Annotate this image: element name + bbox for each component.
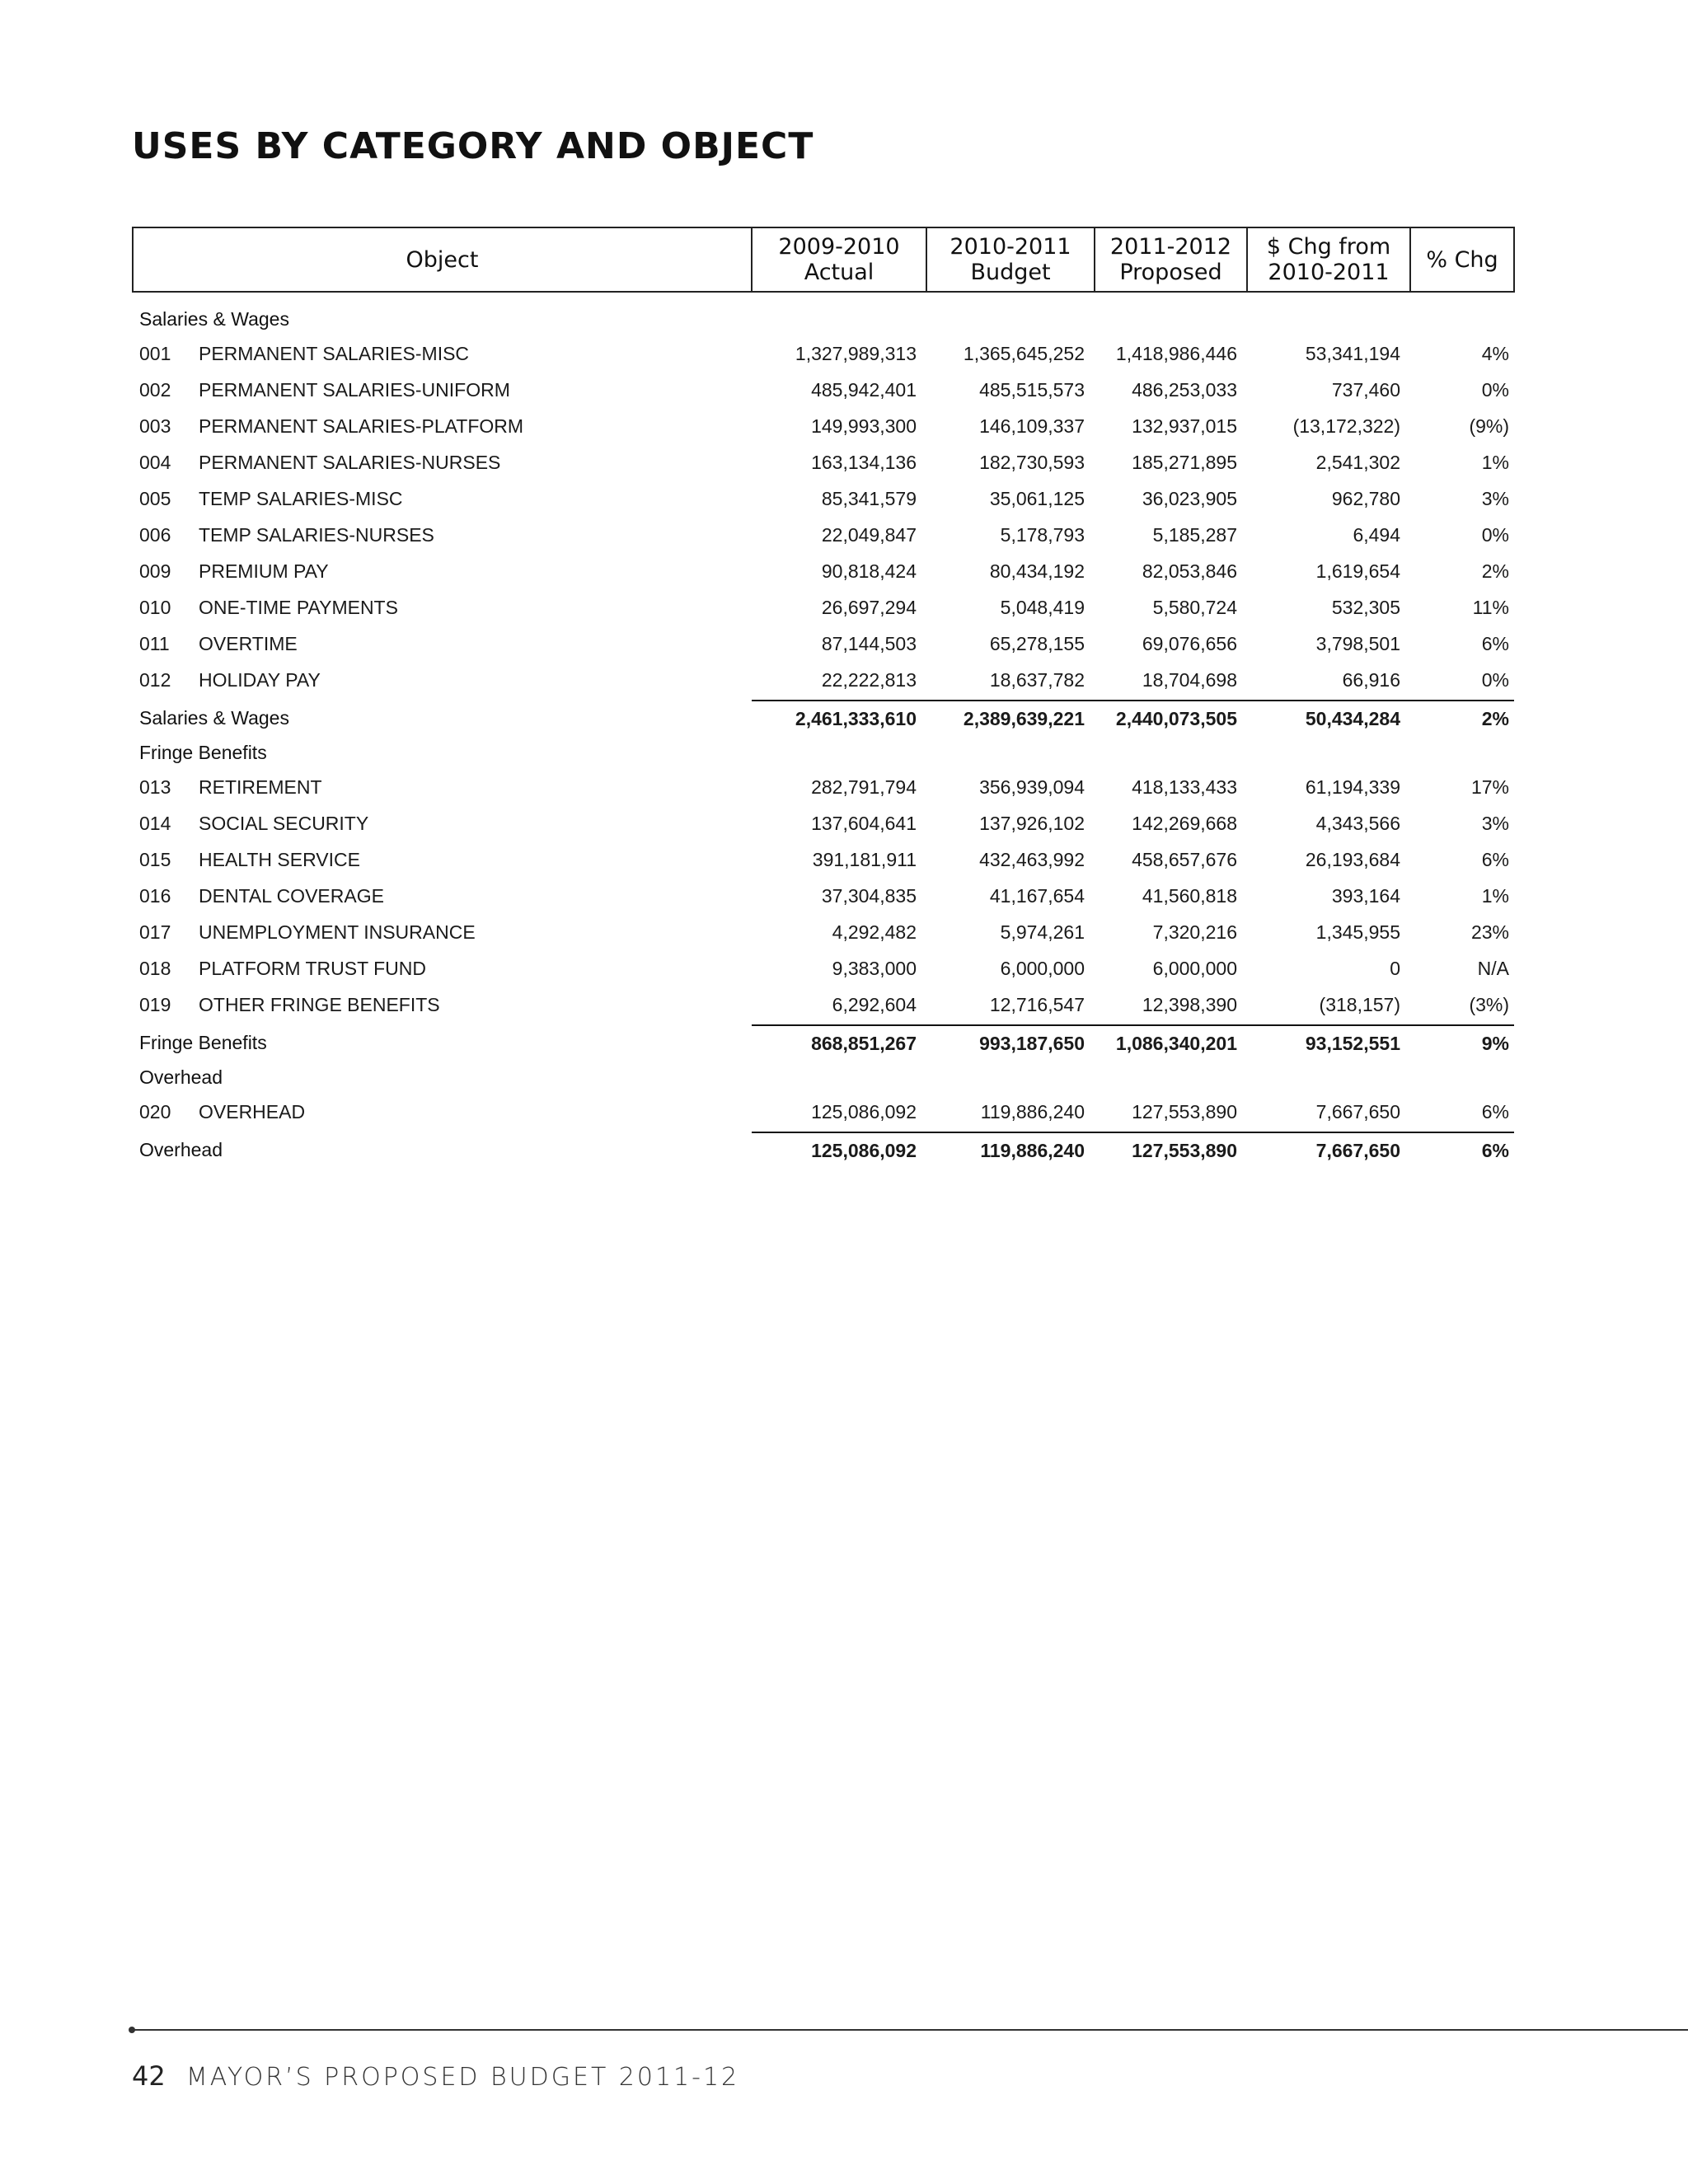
cell-pct: 17% [1470, 776, 1509, 798]
table-row [133, 769, 1514, 805]
cell-chg: 393,164 [1331, 884, 1400, 907]
group-heading-row [133, 1061, 1514, 1094]
header-2010-line1: 2010-2011 [950, 234, 1071, 260]
cell-proposed: 12,398,390 [1142, 993, 1237, 1015]
subtotal-proposed: 2,440,073,505 [1095, 701, 1247, 736]
cell-proposed: 5,580,724 [1152, 596, 1237, 618]
table-row [133, 1094, 1514, 1132]
cell-budget: 182,730,593 [979, 451, 1085, 473]
cell-proposed: 458,657,676 [1132, 848, 1237, 870]
cell-pct: 0% [1481, 668, 1509, 691]
cell-actual: 37,304,835 [821, 884, 917, 907]
table-row [133, 372, 1514, 408]
subtotal-budget: 993,187,650 [926, 1025, 1095, 1061]
object-name: OVERHEAD [199, 1101, 306, 1122]
cell-pct: 2% [1481, 560, 1509, 582]
cell-proposed: 418,133,433 [1132, 776, 1237, 798]
object-name: OVERTIME [199, 632, 298, 654]
subtotal-proposed: 1,086,340,201 [1095, 1025, 1247, 1061]
header-2009-line2: Actual [804, 260, 874, 285]
cell-budget: 5,048,419 [1000, 596, 1085, 618]
object-name: UNEMPLOYMENT INSURANCE [199, 921, 476, 943]
cell-chg: 66,916 [1342, 668, 1400, 691]
cell-chg: 962,780 [1331, 487, 1400, 509]
cell-budget: 18,637,782 [989, 668, 1085, 691]
table-row [133, 950, 1514, 987]
page-footer [132, 2060, 739, 2092]
cell-proposed: 6,000,000 [1152, 957, 1237, 979]
table-header-row [133, 227, 1514, 292]
table-row [133, 335, 1514, 372]
object-name: TEMP SALARIES-NURSES [199, 523, 434, 546]
cell-actual: 391,181,911 [812, 848, 917, 870]
cell-chg: 26,193,684 [1305, 848, 1400, 870]
group-heading-row [133, 302, 1514, 335]
object-name: PERMANENT SALARIES-PLATFORM [199, 415, 524, 437]
table-row [133, 517, 1514, 553]
table-row [133, 805, 1514, 841]
subtotal-chg: 93,152,551 [1247, 1025, 1410, 1061]
cell-budget: 41,167,654 [989, 884, 1085, 907]
header-2011-line1: 2011-2012 [1109, 234, 1232, 260]
header-spacer-cell [133, 292, 1514, 302]
object-name: TEMP SALARIES-MISC [199, 487, 403, 509]
cell-pct: 1% [1481, 451, 1509, 473]
cell-budget: 119,886,240 [980, 1100, 1085, 1122]
cell-actual: 1,327,989,313 [795, 342, 917, 364]
object-name: PERMANENT SALARIES-UNIFORM [199, 378, 510, 401]
table-row [133, 480, 1514, 517]
cell-chg: 1,619,654 [1315, 560, 1400, 582]
cell-chg: 4,343,566 [1315, 812, 1400, 834]
cell-pct: 3% [1481, 487, 1509, 509]
subtotal-chg: 50,434,284 [1247, 701, 1410, 736]
object-code: 018 [139, 957, 171, 979]
cell-pct: 3% [1481, 812, 1509, 834]
header-chg-line2: 2010-2011 [1268, 260, 1390, 285]
table-row [133, 987, 1514, 1025]
cell-pct: 6% [1481, 1100, 1509, 1122]
subtotal-actual: 868,851,267 [752, 1025, 926, 1061]
subtotal-row [133, 701, 1514, 736]
cell-pct: 23% [1470, 921, 1509, 943]
subtotal-proposed: 127,553,890 [1095, 1132, 1247, 1168]
subtotal-chg: 7,667,650 [1247, 1132, 1410, 1168]
cell-actual: 137,604,641 [811, 812, 917, 834]
page-title: USES BY CATEGORY AND OBJECT [132, 125, 814, 167]
object-name: PLATFORM TRUST FUND [199, 957, 427, 979]
footer-rule [132, 2029, 1688, 2031]
cell-chg: 3,798,501 [1315, 632, 1400, 654]
header-spacer [133, 292, 1514, 302]
object-code: 016 [139, 884, 171, 907]
cell-actual: 6,292,604 [832, 993, 917, 1015]
object-code: 006 [139, 523, 171, 546]
object-code: 020 [139, 1101, 171, 1122]
cell-chg: (13,172,322) [1292, 415, 1400, 437]
cell-pct: 4% [1481, 342, 1509, 364]
table-body [133, 292, 1514, 1168]
object-code: 014 [139, 812, 171, 834]
header-2011-2012-proposed [1095, 227, 1247, 292]
group-heading-row [133, 736, 1514, 769]
cell-actual: 87,144,503 [821, 632, 917, 654]
cell-pct: (9%) [1469, 415, 1509, 437]
cell-actual: 85,341,579 [821, 487, 917, 509]
table-row [133, 589, 1514, 626]
cell-proposed: 1,418,986,446 [1115, 342, 1237, 364]
cell-chg: 2,541,302 [1315, 451, 1400, 473]
cell-pct: 6% [1481, 632, 1509, 654]
cell-proposed: 185,271,895 [1132, 451, 1237, 473]
cell-actual: 485,942,401 [811, 378, 917, 401]
cell-actual: 9,383,000 [832, 957, 917, 979]
header-object: Object [133, 227, 752, 292]
object-name: OTHER FRINGE BENEFITS [199, 994, 440, 1015]
cell-budget: 485,515,573 [979, 378, 1085, 401]
object-code: 002 [139, 378, 171, 401]
group-heading: Overhead [139, 1066, 223, 1088]
object-code: 011 [139, 632, 170, 654]
cell-pct: 0% [1481, 378, 1509, 401]
cell-chg: 532,305 [1331, 596, 1400, 618]
document-name: MAYOR’S PROPOSED BUDGET 2011-12 [185, 2063, 740, 2092]
cell-chg: (318,157) [1319, 993, 1400, 1015]
object-name: HEALTH SERVICE [199, 848, 360, 870]
cell-proposed: 132,937,015 [1132, 415, 1237, 437]
table-row [133, 878, 1514, 914]
cell-actual: 90,818,424 [821, 560, 917, 582]
cell-chg: 0 [1390, 957, 1400, 979]
table-row [133, 914, 1514, 950]
cell-chg: 7,667,650 [1315, 1100, 1400, 1122]
cell-actual: 22,049,847 [821, 523, 917, 546]
cell-budget: 137,926,102 [979, 812, 1085, 834]
header-dollar-change [1247, 227, 1410, 292]
cell-pct: 1% [1481, 884, 1509, 907]
cell-proposed: 82,053,846 [1142, 560, 1237, 582]
cell-pct: N/A [1477, 957, 1509, 979]
object-code: 001 [139, 342, 171, 364]
cell-budget: 80,434,192 [989, 560, 1085, 582]
group-heading: Salaries & Wages [139, 307, 289, 330]
cell-budget: 146,109,337 [979, 415, 1085, 437]
subtotal-pct: 9% [1410, 1025, 1514, 1061]
object-code: 019 [139, 994, 171, 1015]
object-name: HOLIDAY PAY [199, 669, 321, 691]
object-code: 010 [139, 596, 171, 618]
cell-chg: 61,194,339 [1305, 776, 1400, 798]
object-name: ONE-TIME PAYMENTS [199, 596, 398, 618]
cell-proposed: 36,023,905 [1142, 487, 1237, 509]
table-row [133, 626, 1514, 662]
object-code: 012 [139, 669, 171, 691]
object-code: 015 [139, 848, 171, 870]
table-row [133, 444, 1514, 480]
subtotal-label: Fringe Benefits [139, 1032, 267, 1053]
cell-budget: 12,716,547 [989, 993, 1085, 1015]
object-code: 005 [139, 487, 171, 509]
subtotal-label: Salaries & Wages [139, 707, 289, 729]
cell-chg: 53,341,194 [1305, 342, 1400, 364]
cell-actual: 4,292,482 [832, 921, 917, 943]
table-row [133, 553, 1514, 589]
header-percent-change: % Chg [1410, 227, 1514, 292]
table-row [133, 841, 1514, 878]
table-row [133, 408, 1514, 444]
cell-proposed: 142,269,668 [1132, 812, 1237, 834]
cell-actual: 149,993,300 [811, 415, 917, 437]
cell-proposed: 7,320,216 [1152, 921, 1237, 943]
header-2011-line2: Proposed [1119, 260, 1222, 285]
subtotal-budget: 119,886,240 [926, 1132, 1095, 1168]
subtotal-row [133, 1132, 1514, 1168]
cell-budget: 1,365,645,252 [963, 342, 1085, 364]
header-2010-2011-budget [926, 227, 1095, 292]
subtotal-pct: 2% [1410, 701, 1514, 736]
subtotal-actual: 125,086,092 [752, 1132, 926, 1168]
cell-budget: 5,178,793 [1000, 523, 1085, 546]
object-name: DENTAL COVERAGE [199, 884, 384, 907]
header-2009-2010-actual [752, 227, 926, 292]
object-name: SOCIAL SECURITY [199, 812, 369, 834]
cell-chg: 737,460 [1331, 378, 1400, 401]
cell-budget: 35,061,125 [989, 487, 1085, 509]
cell-chg: 6,494 [1353, 523, 1400, 546]
uses-by-category-table [132, 227, 1515, 1168]
cell-proposed: 69,076,656 [1142, 632, 1237, 654]
header-2010-line2: Budget [970, 260, 1051, 285]
cell-pct: 6% [1481, 848, 1509, 870]
cell-proposed: 41,560,818 [1142, 884, 1237, 907]
cell-pct: 11% [1472, 596, 1509, 618]
page-number: 42 [132, 2060, 166, 2092]
object-name: PERMANENT SALARIES-MISC [199, 342, 470, 364]
object-code: 003 [139, 415, 171, 437]
cell-pct: 0% [1481, 523, 1509, 546]
cell-chg: 1,345,955 [1315, 921, 1400, 943]
cell-budget: 6,000,000 [1000, 957, 1085, 979]
subtotal-actual: 2,461,333,610 [752, 701, 926, 736]
cell-actual: 26,697,294 [821, 596, 917, 618]
subtotal-label: Overhead [139, 1139, 223, 1160]
cell-budget: 5,974,261 [1000, 921, 1085, 943]
header-chg-line1: $ Chg from [1266, 234, 1391, 260]
object-code: 017 [139, 921, 171, 943]
cell-pct: (3%) [1469, 993, 1509, 1015]
cell-proposed: 127,553,890 [1132, 1100, 1237, 1122]
uses-table-container [132, 227, 1513, 1168]
cell-budget: 356,939,094 [979, 776, 1085, 798]
subtotal-pct: 6% [1410, 1132, 1514, 1168]
cell-actual: 282,791,794 [811, 776, 917, 798]
cell-budget: 65,278,155 [989, 632, 1085, 654]
cell-proposed: 486,253,033 [1132, 378, 1237, 401]
cell-proposed: 5,185,287 [1152, 523, 1237, 546]
cell-budget: 432,463,992 [979, 848, 1085, 870]
subtotal-row [133, 1025, 1514, 1061]
object-name: PERMANENT SALARIES-NURSES [199, 451, 501, 473]
table-row [133, 662, 1514, 701]
object-code: 009 [139, 560, 171, 582]
group-heading: Fringe Benefits [139, 741, 267, 763]
object-name: PREMIUM PAY [199, 560, 329, 582]
object-name: RETIREMENT [199, 776, 322, 798]
object-code: 004 [139, 451, 171, 473]
cell-actual: 163,134,136 [811, 451, 917, 473]
cell-actual: 22,222,813 [821, 668, 917, 691]
cell-actual: 125,086,092 [811, 1100, 917, 1122]
header-2009-line1: 2009-2010 [778, 234, 900, 260]
subtotal-budget: 2,389,639,221 [926, 701, 1095, 736]
cell-proposed: 18,704,698 [1142, 668, 1237, 691]
object-code: 013 [139, 776, 171, 798]
